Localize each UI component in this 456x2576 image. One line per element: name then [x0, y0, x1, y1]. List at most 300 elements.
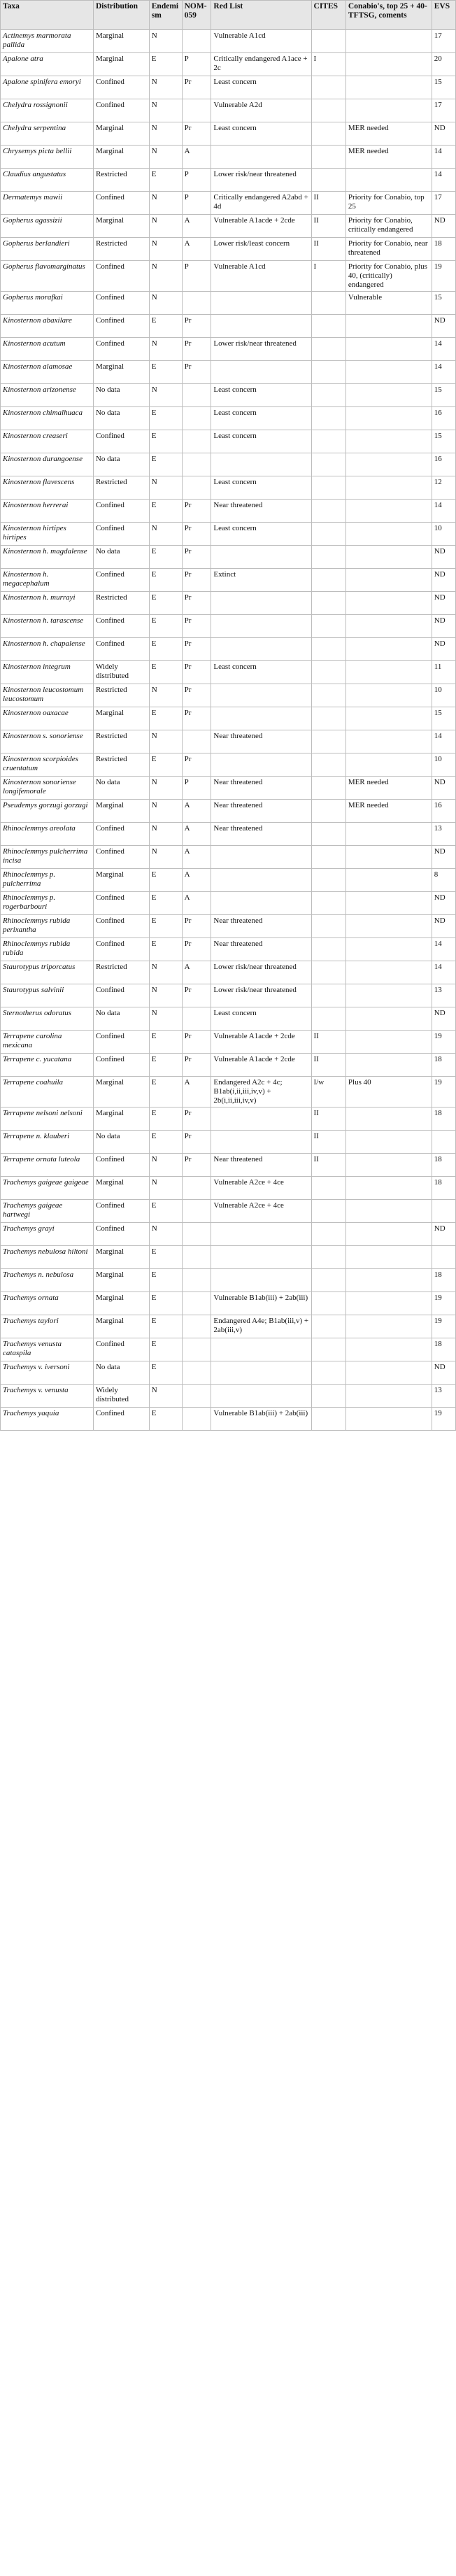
cell-distribution: Restricted: [93, 476, 149, 500]
cell-cites: II: [311, 192, 345, 215]
cell-nom: Pr: [182, 569, 211, 592]
cell-nom: [182, 1292, 211, 1315]
cell-conabio: [345, 1154, 432, 1177]
cell-evs: 19: [432, 1408, 455, 1431]
cell-conabio: [345, 315, 432, 338]
cell-cites: II: [311, 1107, 345, 1131]
cell-cites: [311, 122, 345, 146]
cell-red-list: [211, 1338, 311, 1361]
cell-cites: [311, 453, 345, 476]
cell-red-list: Least concern: [211, 407, 311, 430]
cell-cites: II: [311, 1054, 345, 1077]
cell-taxa: Sternotherus odoratus: [1, 1007, 94, 1031]
cell-cites: II: [311, 1154, 345, 1177]
cell-distribution: Confined: [93, 615, 149, 638]
cell-evs: 12: [432, 476, 455, 500]
cell-nom: Pr: [182, 1154, 211, 1177]
table-row: [1, 800, 456, 823]
table-row: [1, 215, 456, 238]
cell-evs: ND: [432, 638, 455, 661]
cell-endemism: N: [149, 338, 182, 361]
cell-evs: 14: [432, 169, 455, 192]
cell-nom: Pr: [182, 76, 211, 99]
cell-endemism: N: [149, 99, 182, 122]
cell-cites: [311, 869, 345, 892]
cell-endemism: E: [149, 938, 182, 961]
table-row: [1, 1223, 456, 1246]
cell-conabio: Priority for Conabio, near threatened: [345, 238, 432, 261]
cell-distribution: Confined: [93, 1154, 149, 1177]
cell-red-list: [211, 1385, 311, 1408]
table-row: [1, 892, 456, 915]
cell-cites: [311, 1292, 345, 1315]
cell-distribution: No data: [93, 1007, 149, 1031]
cell-conabio: [345, 1408, 432, 1431]
cell-cites: [311, 315, 345, 338]
cell-conabio: [345, 1385, 432, 1408]
cell-evs: 10: [432, 753, 455, 777]
cell-evs: 8: [432, 869, 455, 892]
cell-cites: [311, 569, 345, 592]
cell-evs: 19: [432, 261, 455, 292]
cell-conabio: [345, 984, 432, 1007]
cell-red-list: Least concern: [211, 476, 311, 500]
cell-nom: A: [182, 846, 211, 869]
cell-conabio: [345, 569, 432, 592]
cell-cites: I: [311, 53, 345, 76]
cell-endemism: E: [149, 1246, 182, 1269]
cell-taxa: Terrapene ornata luteola: [1, 1154, 94, 1177]
cell-evs: ND: [432, 1361, 455, 1385]
cell-taxa: Gopherus morafkai: [1, 292, 94, 315]
cell-endemism: N: [149, 1177, 182, 1200]
cell-distribution: Confined: [93, 192, 149, 215]
cell-distribution: Confined: [93, 338, 149, 361]
cell-taxa: Terrapene nelsoni nelsoni: [1, 1107, 94, 1131]
table-row: [1, 569, 456, 592]
cell-cites: [311, 730, 345, 753]
cell-red-list: [211, 1361, 311, 1385]
cell-red-list: Critically endangered A1ace + 2c: [211, 53, 311, 76]
cell-taxa: Gopherus flavomarginatus: [1, 261, 94, 292]
cell-nom: A: [182, 892, 211, 915]
cell-endemism: E: [149, 361, 182, 384]
cell-evs: 10: [432, 523, 455, 546]
cell-endemism: N: [149, 777, 182, 800]
cell-endemism: N: [149, 823, 182, 846]
cell-evs: ND: [432, 892, 455, 915]
cell-conabio: [345, 1131, 432, 1154]
cell-conabio: [345, 361, 432, 384]
table-row: [1, 453, 456, 476]
cell-distribution: Confined: [93, 1031, 149, 1054]
cell-cites: [311, 592, 345, 615]
cell-nom: Pr: [182, 592, 211, 615]
header-red-list: Red List: [211, 1, 311, 30]
cell-endemism: E: [149, 1200, 182, 1223]
table-row: [1, 500, 456, 523]
cell-cites: [311, 407, 345, 430]
cell-cites: [311, 1315, 345, 1338]
cell-red-list: Least concern: [211, 1007, 311, 1031]
cell-taxa: Rhinoclemmys rubida rubida: [1, 938, 94, 961]
cell-conabio: [345, 1338, 432, 1361]
cell-cites: [311, 661, 345, 684]
cell-evs: 14: [432, 730, 455, 753]
table-row: [1, 1154, 456, 1177]
cell-cites: [311, 1408, 345, 1431]
cell-distribution: Restricted: [93, 961, 149, 984]
cell-nom: [182, 99, 211, 122]
cell-cites: [311, 1361, 345, 1385]
cell-taxa: Rhinoclemmys pulcherrima incisa: [1, 846, 94, 869]
cell-conabio: [345, 938, 432, 961]
header-evs: EVS: [432, 1, 455, 30]
header-taxa: Taxa: [1, 1, 94, 30]
cell-nom: P: [182, 261, 211, 292]
cell-conabio: [345, 1246, 432, 1269]
cell-cites: [311, 384, 345, 407]
cell-conabio: Priority for Conabio, critically endangered: [345, 215, 432, 238]
cell-endemism: E: [149, 407, 182, 430]
cell-cites: [311, 638, 345, 661]
cell-distribution: Confined: [93, 261, 149, 292]
cell-endemism: N: [149, 146, 182, 169]
cell-evs: 14: [432, 500, 455, 523]
cell-cites: [311, 1338, 345, 1361]
cell-taxa: Kinosternon h. chapalense: [1, 638, 94, 661]
cell-nom: [182, 430, 211, 453]
cell-cites: [311, 777, 345, 800]
cell-cites: [311, 1200, 345, 1223]
table-row: [1, 615, 456, 638]
cell-conabio: [345, 869, 432, 892]
cell-distribution: No data: [93, 384, 149, 407]
table-row: [1, 169, 456, 192]
cell-evs: 19: [432, 1031, 455, 1054]
cell-red-list: Near threatened: [211, 800, 311, 823]
cell-evs: 19: [432, 1315, 455, 1338]
cell-endemism: N: [149, 1385, 182, 1408]
cell-conabio: Priority for Conabio, top 25: [345, 192, 432, 215]
cell-taxa: Kinosternon durangoense: [1, 453, 94, 476]
cell-conabio: Plus 40: [345, 1077, 432, 1107]
table-row: [1, 592, 456, 615]
cell-taxa: Trachemys yaquia: [1, 1408, 94, 1431]
cell-nom: A: [182, 1077, 211, 1107]
cell-evs: 15: [432, 292, 455, 315]
cell-distribution: No data: [93, 1131, 149, 1154]
cell-nom: Pr: [182, 1107, 211, 1131]
table-row: [1, 53, 456, 76]
cell-distribution: Marginal: [93, 707, 149, 730]
cell-conabio: [345, 892, 432, 915]
cell-nom: Pr: [182, 523, 211, 546]
cell-cites: [311, 984, 345, 1007]
table-row: [1, 1031, 456, 1054]
cell-red-list: Vulnerable A2d: [211, 99, 311, 122]
cell-cites: [311, 500, 345, 523]
cell-red-list: Near threatened: [211, 823, 311, 846]
cell-cites: I/w: [311, 1077, 345, 1107]
cell-distribution: Confined: [93, 1408, 149, 1431]
cell-nom: [182, 1315, 211, 1338]
cell-red-list: [211, 592, 311, 615]
cell-distribution: Restricted: [93, 730, 149, 753]
cell-nom: P: [182, 169, 211, 192]
cell-distribution: Restricted: [93, 169, 149, 192]
cell-red-list: Vulnerable B1ab(iii) + 2ab(iii): [211, 1408, 311, 1431]
cell-distribution: Confined: [93, 823, 149, 846]
table-row: [1, 292, 456, 315]
cell-conabio: [345, 523, 432, 546]
cell-evs: [432, 1246, 455, 1269]
cell-cites: [311, 823, 345, 846]
cell-conabio: Vulnerable: [345, 292, 432, 315]
cell-distribution: Marginal: [93, 53, 149, 76]
cell-cites: I: [311, 261, 345, 292]
cell-evs: 14: [432, 146, 455, 169]
cell-taxa: Kinosternon hirtipes hirtipes: [1, 523, 94, 546]
cell-taxa: Trachemys ornata: [1, 1292, 94, 1315]
table-row: [1, 846, 456, 869]
table-row: [1, 777, 456, 800]
cell-nom: Pr: [182, 915, 211, 938]
cell-conabio: [345, 1031, 432, 1054]
cell-red-list: Least concern: [211, 122, 311, 146]
cell-evs: 10: [432, 684, 455, 707]
cell-red-list: [211, 1107, 311, 1131]
cell-evs: 15: [432, 707, 455, 730]
cell-conabio: [345, 546, 432, 569]
table-row: [1, 1177, 456, 1200]
table-row: [1, 407, 456, 430]
cell-endemism: N: [149, 215, 182, 238]
table-body: [1, 30, 456, 1431]
table-row: [1, 1007, 456, 1031]
cell-endemism: N: [149, 961, 182, 984]
cell-evs: 17: [432, 192, 455, 215]
table-row: [1, 384, 456, 407]
cell-conabio: MER needed: [345, 800, 432, 823]
cell-red-list: Least concern: [211, 661, 311, 684]
cell-distribution: Confined: [93, 76, 149, 99]
cell-evs: 17: [432, 30, 455, 53]
cell-taxa: Kinosternon h. tarascense: [1, 615, 94, 638]
cell-nom: Pr: [182, 661, 211, 684]
cell-taxa: Kinosternon s. sonoriense: [1, 730, 94, 753]
table-row: [1, 315, 456, 338]
cell-endemism: E: [149, 1031, 182, 1054]
cell-red-list: Lower risk/near threatened: [211, 169, 311, 192]
cell-taxa: Kinosternon alamosae: [1, 361, 94, 384]
cell-cites: [311, 961, 345, 984]
cell-red-list: [211, 453, 311, 476]
table-row: [1, 1077, 456, 1107]
table-row: [1, 30, 456, 53]
cell-nom: A: [182, 146, 211, 169]
cell-endemism: E: [149, 1408, 182, 1431]
cell-conabio: [345, 1007, 432, 1031]
cell-nom: P: [182, 192, 211, 215]
cell-endemism: E: [149, 869, 182, 892]
cell-cites: [311, 1177, 345, 1200]
cell-distribution: Marginal: [93, 215, 149, 238]
cell-nom: Pr: [182, 984, 211, 1007]
table-row: [1, 192, 456, 215]
cell-nom: [182, 1007, 211, 1031]
cell-endemism: E: [149, 1077, 182, 1107]
cell-taxa: Kinosternon chimalhuaca: [1, 407, 94, 430]
table-row: [1, 1408, 456, 1431]
cell-taxa: Terrapene c. yucatana: [1, 1054, 94, 1077]
cell-red-list: [211, 1246, 311, 1269]
cell-conabio: Priority for Conabio, plus 40, (critically) endangered: [345, 261, 432, 292]
table-row: [1, 1292, 456, 1315]
cell-cites: [311, 846, 345, 869]
cell-cites: [311, 169, 345, 192]
cell-endemism: E: [149, 430, 182, 453]
cell-conabio: [345, 99, 432, 122]
cell-conabio: [345, 915, 432, 938]
cell-endemism: E: [149, 1107, 182, 1131]
cell-red-list: [211, 146, 311, 169]
cell-distribution: No data: [93, 1361, 149, 1385]
cell-evs: ND: [432, 569, 455, 592]
cell-conabio: [345, 846, 432, 869]
cell-distribution: Restricted: [93, 238, 149, 261]
cell-distribution: Marginal: [93, 1107, 149, 1131]
cell-endemism: E: [149, 615, 182, 638]
cell-taxa: Kinosternon acutum: [1, 338, 94, 361]
cell-nom: [182, 30, 211, 53]
cell-conabio: [345, 338, 432, 361]
cell-distribution: Confined: [93, 569, 149, 592]
cell-taxa: Kinosternon arizonense: [1, 384, 94, 407]
cell-evs: 16: [432, 407, 455, 430]
cell-conabio: [345, 1177, 432, 1200]
cell-distribution: Confined: [93, 430, 149, 453]
cell-cites: [311, 800, 345, 823]
cell-cites: [311, 1246, 345, 1269]
cell-taxa: Actinemys marmorata pallida: [1, 30, 94, 53]
cell-distribution: Restricted: [93, 753, 149, 777]
cell-distribution: Marginal: [93, 146, 149, 169]
cell-evs: ND: [432, 915, 455, 938]
cell-endemism: E: [149, 1361, 182, 1385]
cell-conabio: [345, 1315, 432, 1338]
cell-nom: Pr: [182, 500, 211, 523]
cell-evs: 13: [432, 1385, 455, 1408]
cell-evs: 19: [432, 1292, 455, 1315]
table-row: [1, 1338, 456, 1361]
cell-cites: II: [311, 1031, 345, 1054]
cell-endemism: E: [149, 892, 182, 915]
cell-red-list: [211, 1269, 311, 1292]
cell-distribution: Confined: [93, 1223, 149, 1246]
cell-evs: 14: [432, 938, 455, 961]
cell-red-list: Near threatened: [211, 730, 311, 753]
cell-distribution: No data: [93, 407, 149, 430]
cell-nom: A: [182, 961, 211, 984]
cell-conabio: [345, 53, 432, 76]
table-row: [1, 99, 456, 122]
cell-nom: [182, 1177, 211, 1200]
cell-distribution: Confined: [93, 523, 149, 546]
cell-nom: A: [182, 215, 211, 238]
cell-red-list: [211, 1223, 311, 1246]
cell-distribution: Marginal: [93, 1315, 149, 1338]
cell-red-list: Vulnerable B1ab(iii) + 2ab(iii): [211, 1292, 311, 1315]
table-row: [1, 238, 456, 261]
header-endemism: Endemism: [149, 1, 182, 30]
cell-red-list: Lower risk/least concern: [211, 238, 311, 261]
cell-cites: [311, 99, 345, 122]
table-row: [1, 661, 456, 684]
cell-cites: [311, 1385, 345, 1408]
cell-cites: [311, 546, 345, 569]
cell-nom: [182, 1223, 211, 1246]
cell-cites: [311, 523, 345, 546]
cell-endemism: N: [149, 984, 182, 1007]
cell-taxa: Gopherus berlandieri: [1, 238, 94, 261]
cell-evs: ND: [432, 846, 455, 869]
cell-cites: [311, 146, 345, 169]
cell-red-list: Vulnerable A2ce + 4ce: [211, 1200, 311, 1223]
cell-taxa: Kinosternon integrum: [1, 661, 94, 684]
table-row: [1, 546, 456, 569]
cell-red-list: [211, 1131, 311, 1154]
cell-cites: [311, 30, 345, 53]
cell-evs: ND: [432, 615, 455, 638]
cell-red-list: Vulnerable A1acde + 2cde: [211, 1054, 311, 1077]
cell-cites: [311, 615, 345, 638]
cell-cites: II: [311, 215, 345, 238]
cell-evs: 19: [432, 1077, 455, 1107]
cell-evs: ND: [432, 315, 455, 338]
cell-conabio: MER needed: [345, 122, 432, 146]
cell-taxa: Kinosternon h. murrayi: [1, 592, 94, 615]
cell-conabio: [345, 961, 432, 984]
cell-cites: [311, 915, 345, 938]
cell-conabio: MER needed: [345, 777, 432, 800]
cell-endemism: N: [149, 1223, 182, 1246]
header-conabio: Conabio's, top 25 + 40- TFTSG, coments: [345, 1, 432, 30]
cell-red-list: Near threatened: [211, 938, 311, 961]
cell-conabio: [345, 453, 432, 476]
cell-nom: [182, 407, 211, 430]
cell-conabio: MER needed: [345, 146, 432, 169]
cell-cites: [311, 753, 345, 777]
cell-evs: 14: [432, 361, 455, 384]
cell-evs: 14: [432, 338, 455, 361]
cell-taxa: Claudius angustatus: [1, 169, 94, 192]
cell-nom: [182, 1385, 211, 1408]
cell-red-list: Critically endangered A2abd + 4d: [211, 192, 311, 215]
cell-endemism: N: [149, 292, 182, 315]
cell-conabio: [345, 500, 432, 523]
cell-endemism: N: [149, 261, 182, 292]
cell-endemism: E: [149, 569, 182, 592]
table-row: [1, 1315, 456, 1338]
header-distribution: Distribution: [93, 1, 149, 30]
cell-evs: 18: [432, 1154, 455, 1177]
table-row: [1, 869, 456, 892]
cell-distribution: Marginal: [93, 869, 149, 892]
cell-distribution: No data: [93, 546, 149, 569]
cell-evs: 18: [432, 1177, 455, 1200]
cell-distribution: Marginal: [93, 1292, 149, 1315]
